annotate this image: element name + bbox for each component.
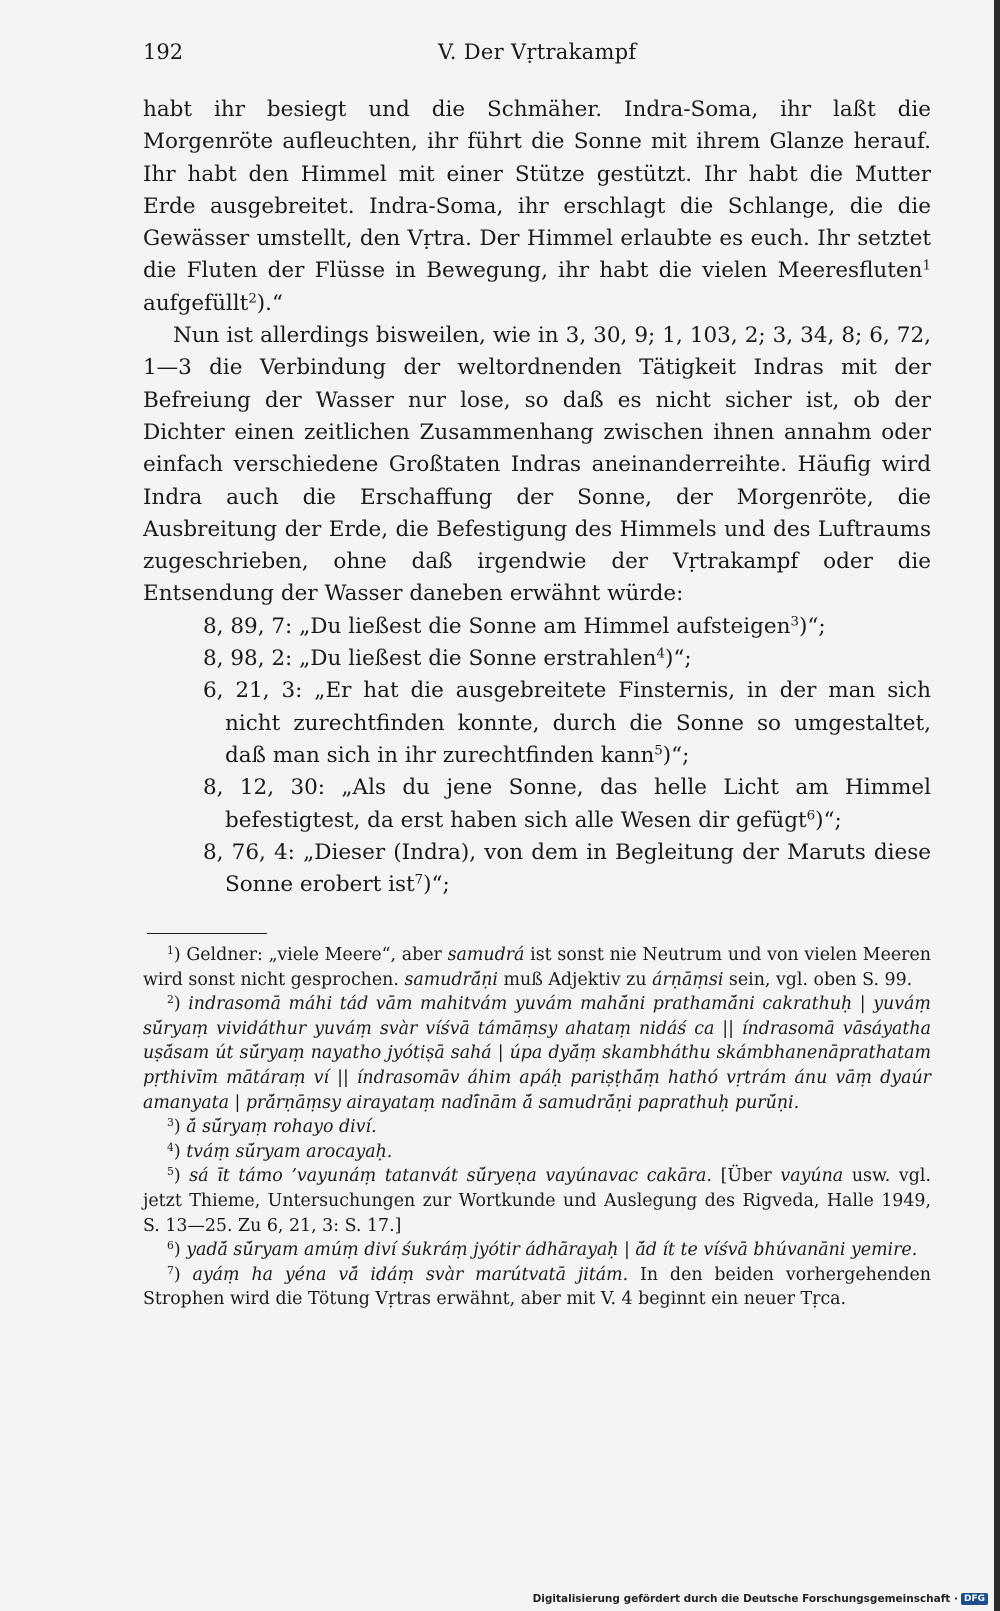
footnote-rule [147, 933, 267, 934]
citation-3: 6, 21, 3: „Er hat die ausgebreitete Finsternis, in der man sich nicht zurechtfinden konnte, durch die Sonne so umgestaltet, daß man sich in ihr zurechtfinden kann$^5$)“; [203, 678, 932, 768]
footnote-2: $^2$) indrasomā máhi tád vām mahitvám yuvám mahā́ni prathamā́ni cakrathuḥ | yuváṃ sū́ryaṃ vividáthur yuváṃ svàr víśvā támāṃsy ahataṃ nidáś ca || índrasomā vāsáyatha uṣā́sam út sū́ryaṃ nayatho jyótiṣā sahá | úpa dyā́ṃ skambháthu skámbhanenāprathatam pṛthivīm mātáraṃ ví || índrasomāv áhim apáḥ pariṣṭhā́ṃ hathó vṛtrám ánu vāṃ dyaúr amanyata | prā́rṇāṃsy airayataṃ nadī́nām ā́ samudrā́ṇi paprathuḥ purū́ṇi. [143, 993, 931, 1113]
page-edge [994, 0, 1000, 1611]
paragraph-1: habt ihr besiegt und die Schmäher. Indra-Soma, ihr laßt die Morgenröte aufleuchten, ihr führt die Sonne mit ihrem Glanze herauf. Ihr habt den Himmel mit einer Stütze gestützt. Ihr habt die Mutter Erde ausgebreitet. Indra-Soma, ihr erschlagt die Schlange, die die Gewässer umstellt, den Vṛtra. Der Himmel erlaubte es euch. Ihr setztet die Fluten der Flüsse in Bewegung, ihr habt die vielen Meeresfluten$^1$ aufgefüllt$^2$).“ [143, 97, 931, 316]
footnote-7: $^7$) ayáṃ ha yéna vā́ idáṃ svàr marútvatā jitám. In den beiden vorhergehenden Strophen wird die Tötung Vṛtras erwähnt, aber mit V. 4 beginnt ein neuer Tṛca. [143, 1263, 931, 1310]
citation-1: 8, 89, 7: „Du ließest die Sonne am Himmel aufsteigen$^3$)“; [203, 613, 826, 639]
citation-5: 8, 76, 4: „Dieser (Indra), von dem in Begleitung der Maruts diese Sonne erobert ist$^7$)“; [203, 839, 931, 898]
dfg-logo-icon: DFG [961, 1593, 988, 1605]
credit-text: Digitalisierung gefördert durch die Deutsche Forschungsgemeinschaft · [532, 1593, 958, 1605]
citation-2: 8, 98, 2: „Du ließest die Sonne erstrahlen$^4$)“; [203, 646, 692, 672]
footnote-5: $^5$) sá īt támo ’vayunáṃ tatanvát sū́ryeṇa vayúnavac cakāra. [Über vayúna usw. vgl. jetzt Thieme, Untersuchungen zur Wortkunde und Auslegung des Rigveda, Halle 1949, S. 13—25. Zu 6, 21, 3: S. 17.] [143, 1165, 931, 1236]
citation-4: 8, 12, 30: „Als du jene Sonne, das helle Licht am Himmel befestigtest, da erst haben sich alle Wesen dir gefügt$^6$)“; [203, 775, 931, 833]
footnote-3: $^3$) ā́ sū́ryaṃ rohayo diví. [167, 1116, 377, 1138]
footnote-1: $^1$) Geldner: „viele Meere“, aber samudrá ist sonst nie Neutrum und von vielen Meeren wird sonst nicht gesprochen. samudrā́ṇi muß Adjektiv zu árṇāṃsi sein, vgl. oben S. 99. [143, 944, 931, 990]
page-number: 192 [143, 40, 184, 64]
footnotes [143, 943, 931, 1312]
digitization-credit [533, 1593, 988, 1605]
running-title: V. Der Vṛtrakampf [438, 40, 637, 64]
footnote-4: $^4$) tváṃ sū́ryam arocayaḥ. [167, 1140, 393, 1162]
footnote-6: $^6$) yadā́ sū́ryam amúṃ diví śukráṃ jyótir ádhārayaḥ | ā́d ít te víśvā bhúvanāni yemire. [167, 1239, 918, 1261]
paragraph-2: Nun ist allerdings bisweilen, wie in 3, 30, 9; 1, 103, 2; 3, 34, 8; 6, 72, 1—3 die Verbindung der weltordnenden Tätigkeit Indras mit der Befreiung der Wasser nur lose, so daß es nicht sicher ist, ob der Dichter einen zeitlichen Zusammenhang zwischen ihnen annahm oder einfach verschiedene Großtaten Indras aneinanderreihte. Häufig wird Indra auch die Erschaffung der Sonne, der Morgenröte, die Ausbreitung der Erde, die Befestigung des Himmels und des Luftraums zugeschrieben, ohne daß irgendwie der Vṛtrakampf oder die Entsendung der Wasser daneben erwähnt würde: [143, 323, 931, 607]
page-header [143, 40, 931, 74]
main-text [143, 94, 931, 901]
